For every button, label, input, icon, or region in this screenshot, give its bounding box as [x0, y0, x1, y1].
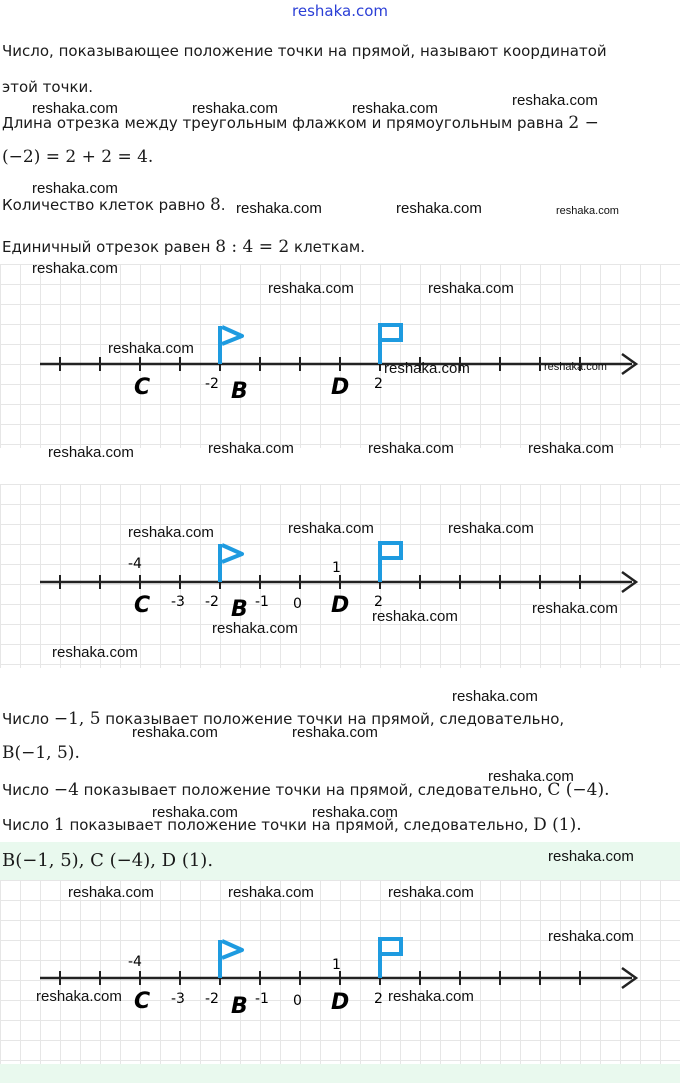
watermark: reshaka.com — [548, 848, 634, 865]
watermark: reshaka.com — [428, 280, 514, 297]
watermark: reshaka.com — [384, 360, 470, 377]
watermark: reshaka.com — [544, 361, 607, 373]
segment-length-math-a: 2 − — [568, 113, 599, 133]
point-b-explanation-line-1 — [2, 708, 564, 730]
point-c-label: C — [134, 989, 151, 1014]
tick-label-one: 1 — [332, 957, 341, 973]
point-d-label: D — [331, 593, 350, 618]
watermark: reshaka.com — [36, 988, 122, 1005]
point-d-label: D — [331, 990, 350, 1015]
tick-label-minus1: -1 — [255, 991, 269, 1007]
rectangle-flag-icon — [380, 938, 401, 978]
triangle-flag-icon — [220, 940, 242, 978]
point-c-label: C — [134, 593, 151, 618]
watermark: reshaka.com — [108, 340, 194, 357]
footer-bar — [0, 1064, 680, 1083]
watermark: reshaka.com — [32, 180, 118, 197]
number-line-figure-3 — [0, 880, 680, 1064]
watermark: reshaka.com — [528, 440, 614, 457]
watermark: reshaka.com — [236, 200, 322, 217]
triangle-flag-icon — [220, 544, 242, 582]
explanation-text: показывает положение точки на прямой, следовательно, — [105, 710, 565, 728]
watermark: reshaka.com — [48, 444, 134, 461]
watermark: reshaka.com — [548, 928, 634, 945]
tick-label-minus4: -4 — [128, 556, 142, 572]
tick-label-zero: 0 — [293, 993, 302, 1009]
rectangle-flag-icon — [380, 324, 401, 364]
answer-text: B(−1, 5), C (−4), D (1). — [2, 850, 214, 871]
cells-count-period: . — [220, 196, 226, 214]
definition-line-2: этой точки. — [2, 78, 94, 96]
point-d-explanation — [2, 814, 582, 836]
cells-count-line — [2, 194, 226, 216]
rectangle-flag-icon — [380, 542, 401, 582]
explanation-text: показывает положение точки на прямой, следовательно, — [69, 816, 529, 834]
tick-label-minus2: -2 — [205, 594, 219, 610]
explanation-text: Число — [2, 710, 50, 728]
point-b-label: B — [231, 379, 248, 404]
segment-length-math-b: (−2) = 2 + 2 = 4. — [2, 147, 154, 167]
watermark: reshaka.com — [288, 520, 374, 537]
explanation-math: −1, 5 — [53, 709, 101, 729]
point-d-label: D — [331, 375, 350, 400]
tick-label-minus3: -3 — [171, 991, 185, 1007]
segment-length-text: Длина отрезка между треугольным флажком и прямоугольным равна — [2, 114, 564, 132]
watermark: reshaka.com — [512, 92, 598, 109]
watermark: reshaka.com — [488, 768, 574, 785]
cells-count-math: 8 — [209, 195, 221, 215]
watermark: reshaka.com — [396, 200, 482, 217]
number-line-svg-3 — [0, 880, 680, 1064]
unit-segment-line — [2, 236, 365, 258]
point-b-explanation-line-2: B(−1, 5). — [2, 743, 80, 763]
explanation-math: 1 — [53, 815, 65, 835]
tick-label-plus2: 2 — [374, 594, 383, 610]
watermark: reshaka.com — [532, 600, 618, 617]
explanation-math: C (−4). — [547, 780, 610, 800]
cells-count-text: Количество клеток равно — [2, 196, 206, 214]
watermark: reshaka.com — [212, 620, 298, 637]
point-b-label: B — [231, 994, 248, 1019]
watermark: reshaka.com — [388, 988, 474, 1005]
watermark: reshaka.com — [292, 724, 378, 741]
number-line-figure-2 — [0, 484, 680, 668]
unit-segment-end: клеткам. — [294, 238, 365, 256]
watermark: reshaka.com — [388, 884, 474, 901]
watermark: reshaka.com — [68, 884, 154, 901]
explanation-text: Число — [2, 816, 50, 834]
watermark: reshaka.com — [372, 608, 458, 625]
tick-label-minus3: -3 — [171, 594, 185, 610]
watermark: reshaka.com — [128, 524, 214, 541]
tick-label-minus2: -2 — [205, 991, 219, 1007]
explanation-text: Число — [2, 781, 50, 799]
tick-label-minus4: -4 — [128, 954, 142, 970]
watermark: reshaka.com — [208, 440, 294, 457]
tick-label-zero: 0 — [293, 596, 302, 612]
tick-label-minus1: -1 — [255, 594, 269, 610]
triangle-flag-icon — [220, 326, 242, 364]
watermark: reshaka.com — [32, 260, 118, 277]
unit-segment-math: 8 : 4 = 2 — [215, 237, 290, 257]
explanation-math: −4 — [53, 780, 79, 800]
watermark: reshaka.com — [312, 804, 398, 821]
tick-label-minus2: -2 — [205, 376, 219, 392]
definition-line-1: Число, показывающее положение точки на прямой, называют координатой — [2, 42, 607, 60]
site-header-link[interactable]: reshaka.com — [292, 2, 388, 20]
watermark: reshaka.com — [556, 205, 619, 217]
tick-label-plus2: 2 — [374, 376, 383, 392]
point-b-label: B — [231, 597, 248, 622]
explanation-math: D (1). — [533, 815, 582, 835]
watermark: reshaka.com — [268, 280, 354, 297]
watermark: reshaka.com — [228, 884, 314, 901]
unit-segment-text: Единичный отрезок равен — [2, 238, 211, 256]
watermark: reshaka.com — [132, 724, 218, 741]
watermark: reshaka.com — [448, 520, 534, 537]
watermark: reshaka.com — [352, 100, 438, 117]
watermark: reshaka.com — [32, 100, 118, 117]
watermark: reshaka.com — [52, 644, 138, 661]
watermark: reshaka.com — [152, 804, 238, 821]
explanation-text: показывает положение точки на прямой, следовательно, — [83, 781, 543, 799]
watermark: reshaka.com — [452, 688, 538, 705]
watermark: reshaka.com — [192, 100, 278, 117]
number-line-svg-2 — [0, 484, 680, 668]
tick-label-plus2: 2 — [374, 991, 383, 1007]
tick-label-one: 1 — [332, 560, 341, 576]
watermark: reshaka.com — [368, 440, 454, 457]
point-c-label: C — [134, 375, 151, 400]
